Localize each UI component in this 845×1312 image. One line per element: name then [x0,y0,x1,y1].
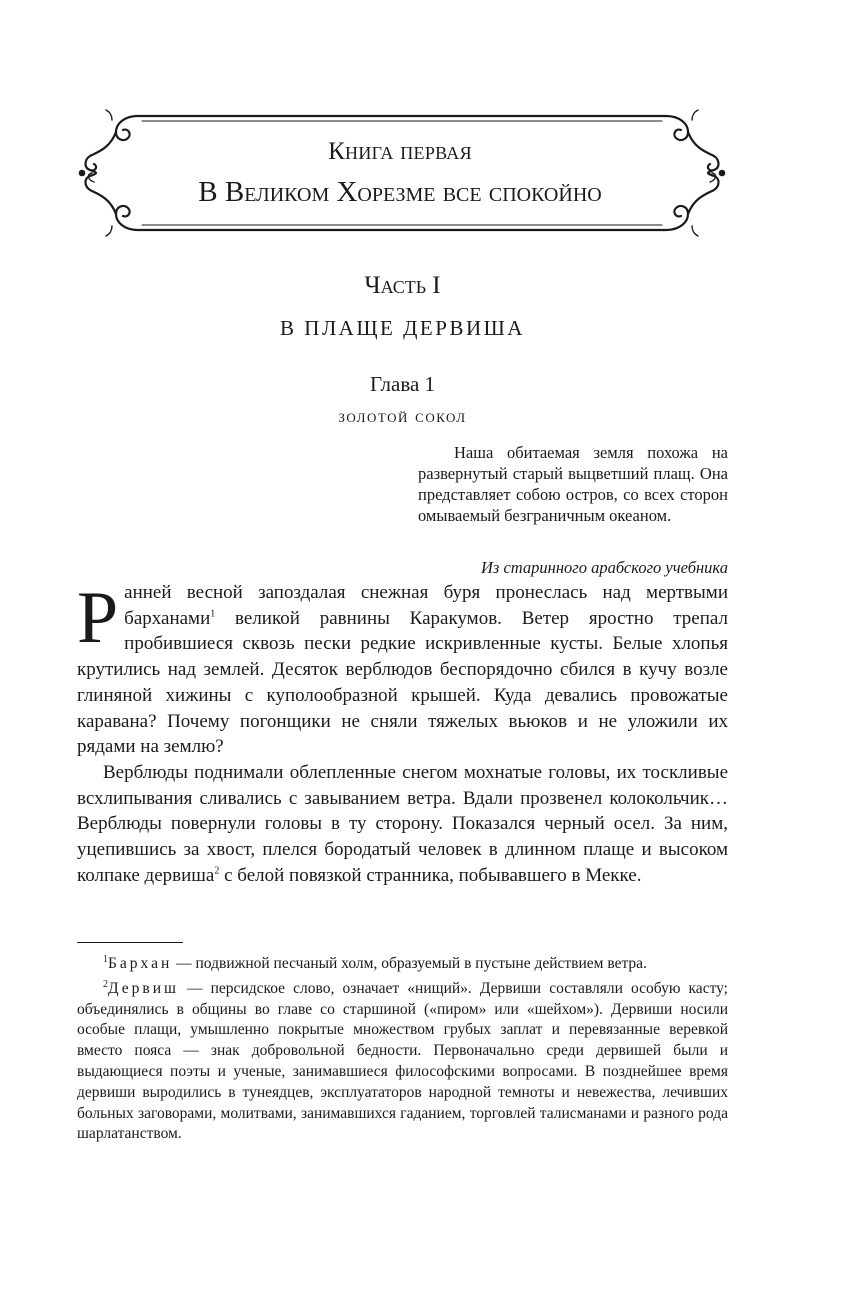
footnote-divider [77,942,183,943]
part-title: В ПЛАЩЕ ДЕРВИША [280,316,525,340]
footnote-1-term: Бархан [108,955,173,972]
book-label: Книга первая [328,138,472,165]
epigraph-source: Из старинного арабского учебника [480,558,728,577]
paragraph-2-text-a: Верблюды поднимали облепленные снегом мохнатые головы, их тоскливые всхлипывания сливались с завыванием ветра. Вдали прозвенел колокольчик… Верблюды повернули головы в ту сторону. Показался черный осел. За ним, уцепившись за хвост, плелся бородатый человек в длинном плаще и высоком колпаке дервиша [77,761,728,886]
chapter-title: золотой сокол [338,406,467,427]
footnote-ref-1: 1 [210,608,216,620]
paragraph-1-text-b: великой равнины Каракумов. Ветер яростно трепал пробившиеся сквозь пески редкие искривленные кусты. Белые хлопья крутились над землей. Десяток верблюдов беспорядочно сбился в кучу возле глиняной хижины с куполообразной крышей. Куда девались провожатые каравана? Почему погонщики не сняли тяжелых вьюков и не уложили их рядами на землю? [77,607,728,758]
footnote-ref-2: 2 [214,865,220,877]
paragraph-2 [77,760,728,889]
footnote-2 [77,979,728,1145]
footnote-1 [77,954,728,975]
book-heading [100,138,700,208]
footnote-1-number: 1 [103,953,108,965]
drop-cap: Р [77,577,119,659]
footnote-2-number: 2 [103,978,108,990]
paragraph-2-text-b: с белой повязкой странника, побывавшего в Мекке. [219,864,642,886]
paragraph-1-text-a: анней весной запоздалая снежная буря пронеслась над мертвыми барханами [124,582,728,629]
footnotes [77,954,728,1149]
footnote-2-term: Дервиш [108,979,179,997]
footnote-1-text: — подвижной песчаный холм, образуемый в пустыне действием ветра. [172,955,647,972]
book-title: В Великом Хорезме все спокойно [198,176,602,208]
chapter-label: Глава 1 [369,372,436,396]
part-label: Часть I [364,272,441,299]
footnote-2-text: — персидское слово, означает «нищий». Дервиши составляли особую касту; объединялись в общины во главе со старшиной («пиром» или «шейхом»). Дервиши носили особые плащи, умышленно покрытые множеством грубых заплат и перевязанные веревкой вместо пояса — знак добровольной бедности. Первоначально среди дервишей были и выдающиеся поэты и ученые, занимавшиеся философскими вопросами. В позднейшее время дервиши выродились в тунеядцев, эксплуататоров народной темноты и невежества, лечивших больных заговорами, молитвами, занимавшихся гаданием, торговлей талисманами и разного рода шарлатанством. [77,979,728,1143]
epigraph-text: Наша обитаемая земля похожа на развернутый старый выцветший плащ. Она представляет собою остров, со всех сторон омываемый безграничным океаном. [418,443,728,525]
main-text [77,577,728,888]
paragraph-1 [77,577,728,760]
